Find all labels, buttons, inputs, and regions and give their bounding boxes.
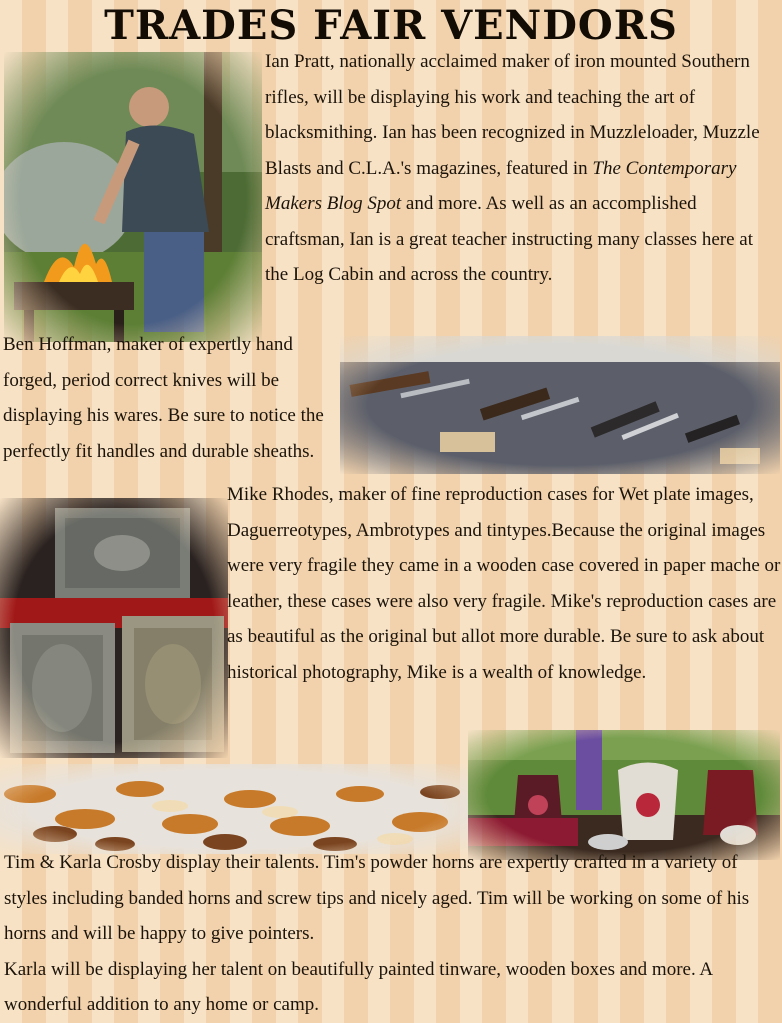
tim-crosby-text: Tim & Karla Crosby display their talents. Tim's powder horns are expertly crafted in a variety of styles including banded horns and screw tips and nicely aged. Tim will be working on some of his horns and will be happy to give pointers. <box>4 852 750 944</box>
page-title: TRADES FAIR VENDORS <box>104 2 678 49</box>
cases-photo <box>0 498 228 758</box>
knives-photo <box>340 336 780 474</box>
crosby-paragraph <box>4 845 782 1023</box>
blacksmith-photo <box>4 52 262 342</box>
karla-crosby-text: Karla will be displaying her talent on beautifully painted tinware, wooden boxes and more. A wonderful addition to any home or camp. <box>4 958 713 1015</box>
ian-pratt-paragraph <box>265 44 775 293</box>
ian-text-before: Ian Pratt, nationally acclaimed maker of iron mounted Southern rifles, will be displaying his work and teaching the art of blacksmithing. Ian has been recognized in Muzzleloader, Muzzle Blasts and C.L.A.'s magazines, featured in <box>265 51 760 179</box>
ian-blog-title: The Contemporary Makers Blog Spot <box>265 157 737 214</box>
tinware-photo <box>468 730 780 860</box>
ben-hoffman-paragraph: Ben Hoffman, maker of expertly hand forged, period correct knives will be displaying his wares. Be sure to notice the perfectly fit handles and durable sheaths. <box>3 334 324 462</box>
mike-rhodes-paragraph: Mike Rhodes, maker of fine reproduction cases for Wet plate images, Daguerreotypes, Ambrotypes and tintypes.Because the original images were very fragile they came in a wooden case covered in paper mache or leather, these cases were also very fragile. Mike's reproduction cases are as beautiful as the original but allot more durable. Be sure to ask about historical photography, Mike is a wealth of knowledge. <box>227 484 781 683</box>
ian-text-after: and more. As well as an accomplished craftsman, Ian is a great teacher instructing many classes here at the Log Cabin and across the country. <box>265 193 753 285</box>
powder-horns-photo <box>0 764 470 854</box>
